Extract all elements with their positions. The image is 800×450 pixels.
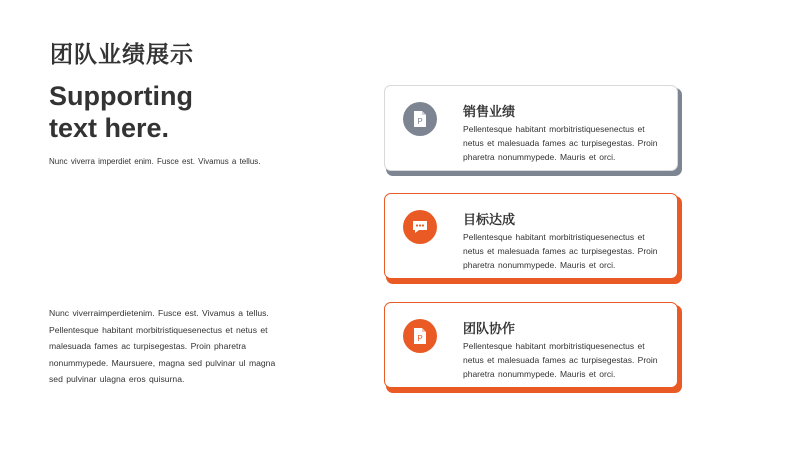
card-description: Pellentesque habitant morbitristiquesenectus et netus et malesuada fames ac turpisegestas. Proin pharetra nonummypede. Mauris et orci. [463, 232, 658, 270]
intro-text: Nunc viverra imperdiet enim. Fusce est. Vivamus a tellus. [49, 157, 261, 166]
card-title: 销售业绩 [463, 105, 516, 120]
headline-line-1: Supporting [49, 81, 193, 111]
card-description: Pellentesque habitant morbitristiquesenectus et netus et malesuada fames ac turpisegestas. Proin pharetra nonummypede. Mauris et orci. [463, 124, 658, 162]
page-title: 团队业绩展示 [50, 42, 194, 68]
card-sales [384, 85, 682, 176]
document-p-icon [403, 319, 437, 353]
headline-line-2: text here. [49, 113, 170, 143]
chat-bubble-icon [403, 210, 437, 244]
card-title: 目标达成 [463, 213, 516, 228]
document-p-icon [403, 102, 437, 136]
headline [49, 80, 309, 144]
body-text: Nunc viverraimperdietenim. Fusce est. Vivamus a tellus. Pellentesque habitant morbitristiquesenectus et netus et malesuada fames ac turpisegestas. Proin pharetra nonummypede. Maursuere, magna sed pulvinar ul magna sed pulvinar ulagna eros quisurna. [49, 308, 276, 384]
card-teamwork [384, 302, 682, 393]
card-body [384, 85, 678, 171]
card-target [384, 193, 682, 284]
card-body [384, 193, 678, 279]
icon-letter: P [417, 117, 423, 126]
card-description: Pellentesque habitant morbitristiquesenectus et netus et malesuada fames ac turpisegestas. Proin pharetra nonummypede. Mauris et orci. [463, 341, 658, 379]
icon-letter: P [417, 334, 423, 343]
card-body [384, 302, 678, 388]
card-title: 团队协作 [463, 322, 516, 337]
